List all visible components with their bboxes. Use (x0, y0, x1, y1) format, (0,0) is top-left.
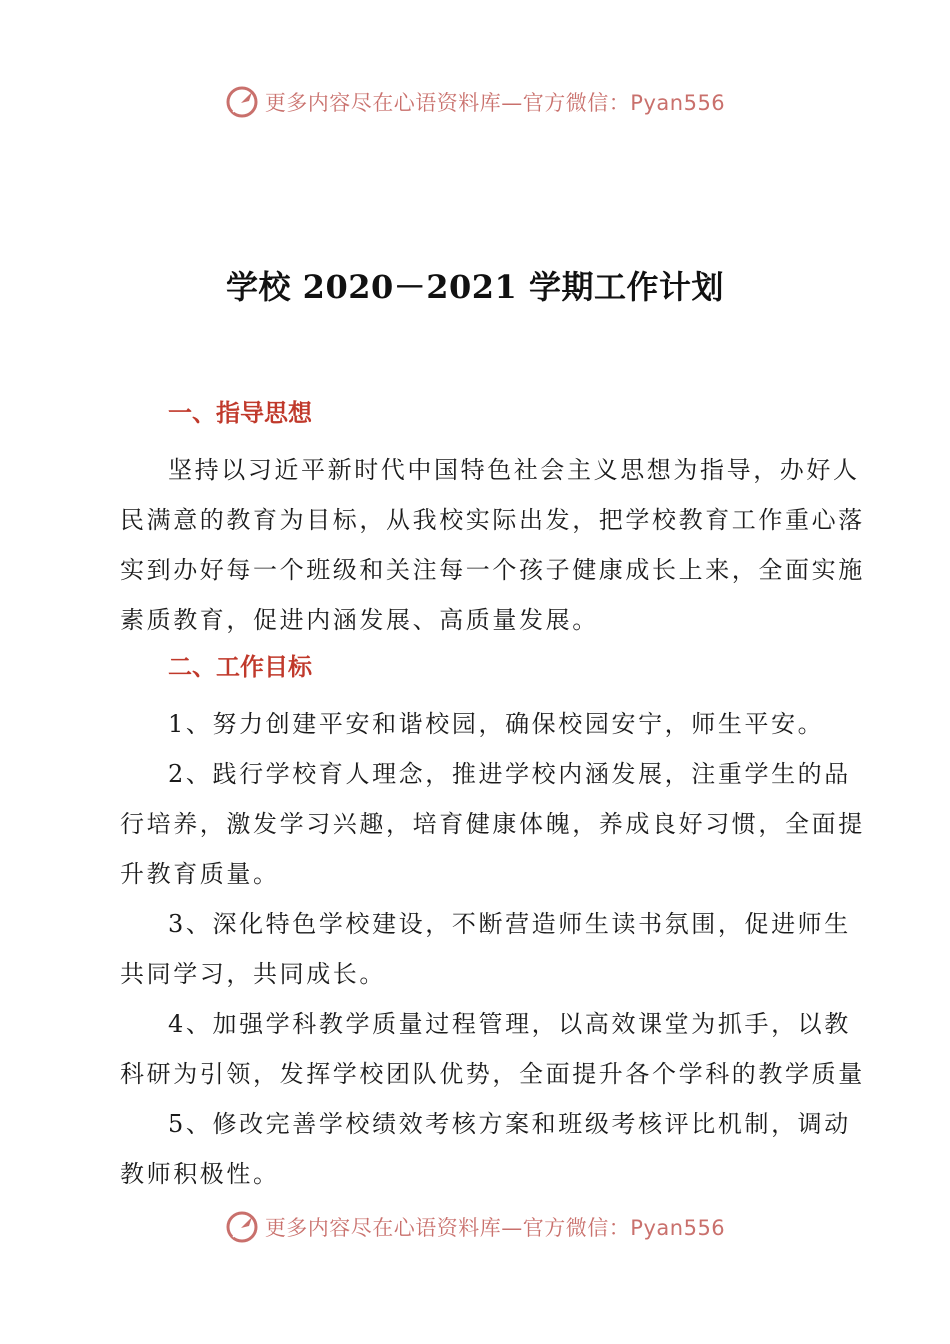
section-heading-guiding-ideology: 一、指导思想 (168, 399, 312, 427)
text-line: 坚持以习近平新时代中国特色社会主义思想为指导，办好人 (168, 456, 860, 484)
text-line: 教师积极性。 (120, 1160, 280, 1188)
text-line: 1、努力创建平安和谐校园，确保校园安宁，师生平安。 (168, 710, 825, 738)
paragraph-guiding-ideology (120, 445, 865, 645)
document-title: 学校 2020－2021 学期工作计划 (226, 268, 724, 306)
text-line: 3、深化特色学校建设，不断营造师生读书氛围，促进师生 (168, 910, 851, 938)
text-line: 民满意的教育为目标，从我校实际出发，把学校教育工作重心落 (120, 506, 865, 534)
goal-item-1 (120, 699, 835, 749)
document-body (120, 395, 865, 1199)
text-line: 2、践行学校育人理念，推进学校内涵发展，注重学生的品 (168, 760, 851, 788)
watermark-text: 更多内容尽在心语资料库—官方微信：Pyan556 (264, 1216, 726, 1240)
goal-item-5 (120, 1099, 851, 1199)
text-line: 共同学习，共同成长。 (120, 960, 386, 988)
quill-logo-icon (225, 85, 259, 119)
goal-item-3 (120, 899, 851, 999)
text-line: 升教育质量。 (120, 860, 280, 888)
section-heading-work-goals: 二、工作目标 (168, 653, 312, 681)
text-line: 5、修改完善学校绩效考核方案和班级考核评比机制，调动 (168, 1110, 851, 1138)
text-line: 4、加强学科教学质量过程管理，以高效课堂为抓手，以教 (168, 1010, 851, 1038)
text-line: 科研为引领，发挥学校团队优势，全面提升各个学科的教学质量 (120, 1060, 865, 1088)
watermark-footer (0, 1207, 950, 1247)
watermark-text: 更多内容尽在心语资料库—官方微信：Pyan556 (264, 91, 726, 115)
text-line: 素质教育，促进内涵发展、高质量发展。 (120, 606, 599, 634)
watermark-header (0, 82, 950, 122)
text-line: 行培养，激发学习兴趣，培育健康体魄，养成良好习惯，全面提 (120, 810, 865, 838)
text-line: 实到办好每一个班级和关注每一个孩子健康成长上来，全面实施 (120, 556, 865, 584)
quill-logo-icon (225, 1210, 259, 1244)
goal-item-4 (120, 999, 865, 1099)
goal-item-2 (120, 749, 865, 899)
